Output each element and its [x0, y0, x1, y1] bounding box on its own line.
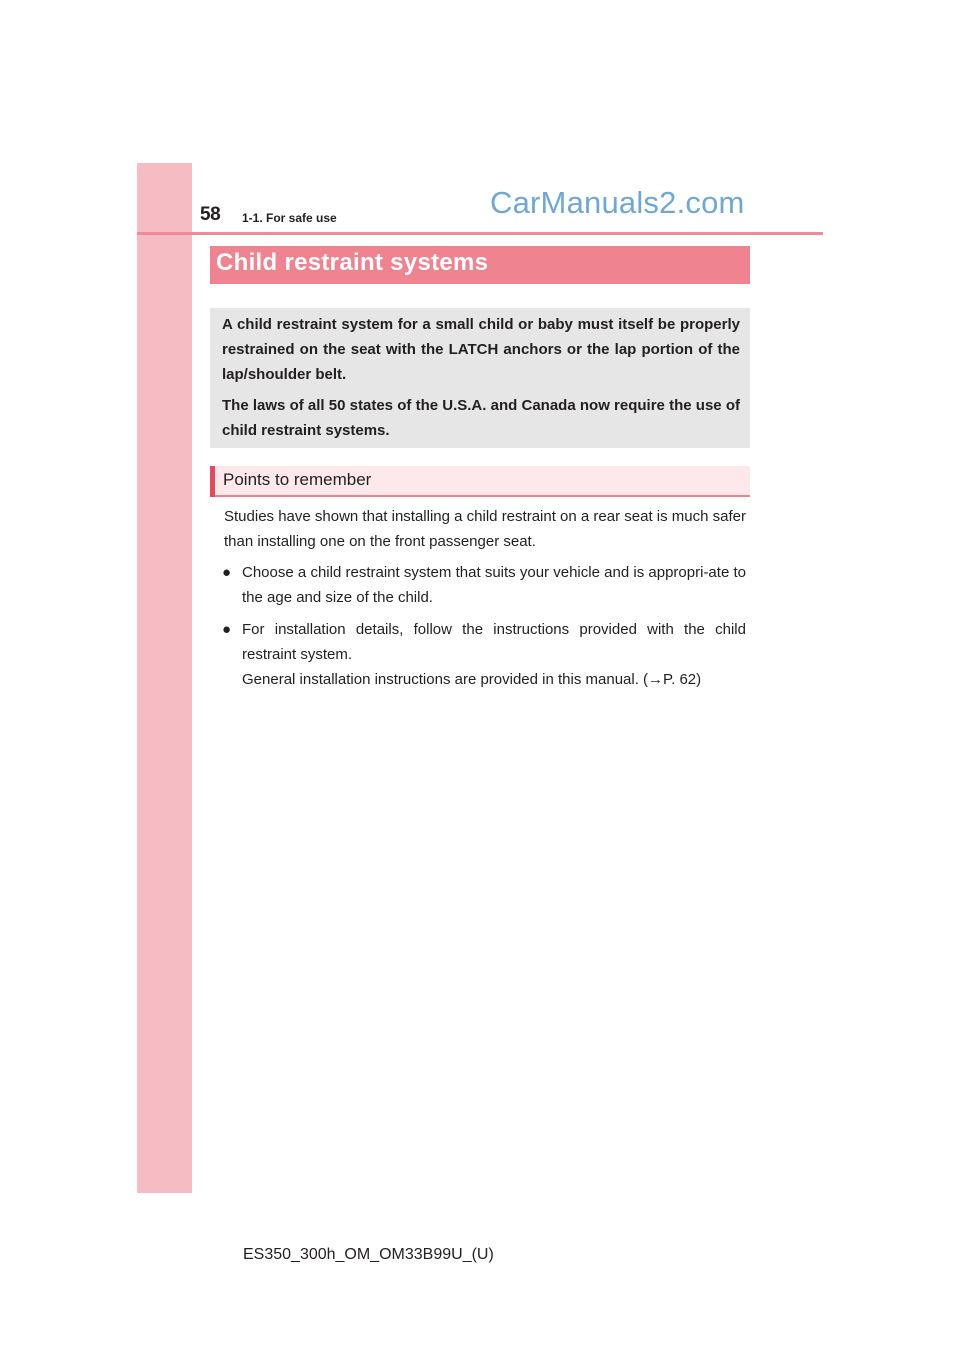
- intro-paragraph-2: The laws of all 50 states of the U.S.A. and Canada now require the use of child restraint systems.: [222, 397, 740, 439]
- document-code: ES350_300h_OM_OM33B99U_(U): [243, 1246, 494, 1263]
- chapter-side-tab: [137, 163, 192, 1193]
- list-item-text-line-1: For installation details, follow the instructions provided with the child restraint system.: [242, 621, 746, 663]
- list-item-text-line-2: General installation instructions are provided in this manual. (→P. 62): [242, 671, 702, 688]
- bullet-icon: ●: [222, 564, 232, 581]
- subsection-heading: Points to remember: [223, 470, 372, 489]
- intro-paragraph-1: A child restraint system for a small child or baby must itself be properly restrained on the seat with the LATCH anchors or the lap portion of the lap/shoulder belt.: [222, 316, 740, 383]
- section-label: 1-1. For safe use: [242, 211, 337, 225]
- watermark-logo: CarManuals2.com: [490, 185, 745, 220]
- body-paragraph: Studies have shown that installing a child restraint on a rear seat is much safer than installing one on the front passenger seat.: [224, 508, 746, 550]
- bullet-icon: ●: [222, 621, 232, 638]
- page-title: Child restraint systems: [216, 249, 489, 276]
- header-rule: [137, 232, 823, 235]
- list-item-text: [242, 617, 746, 692]
- subsection-accent: [210, 466, 215, 497]
- list-item-text: Choose a child restraint system that suits your vehicle and is appropri-ate to the age and size of the child.: [242, 564, 746, 606]
- page-number: 58: [200, 204, 221, 225]
